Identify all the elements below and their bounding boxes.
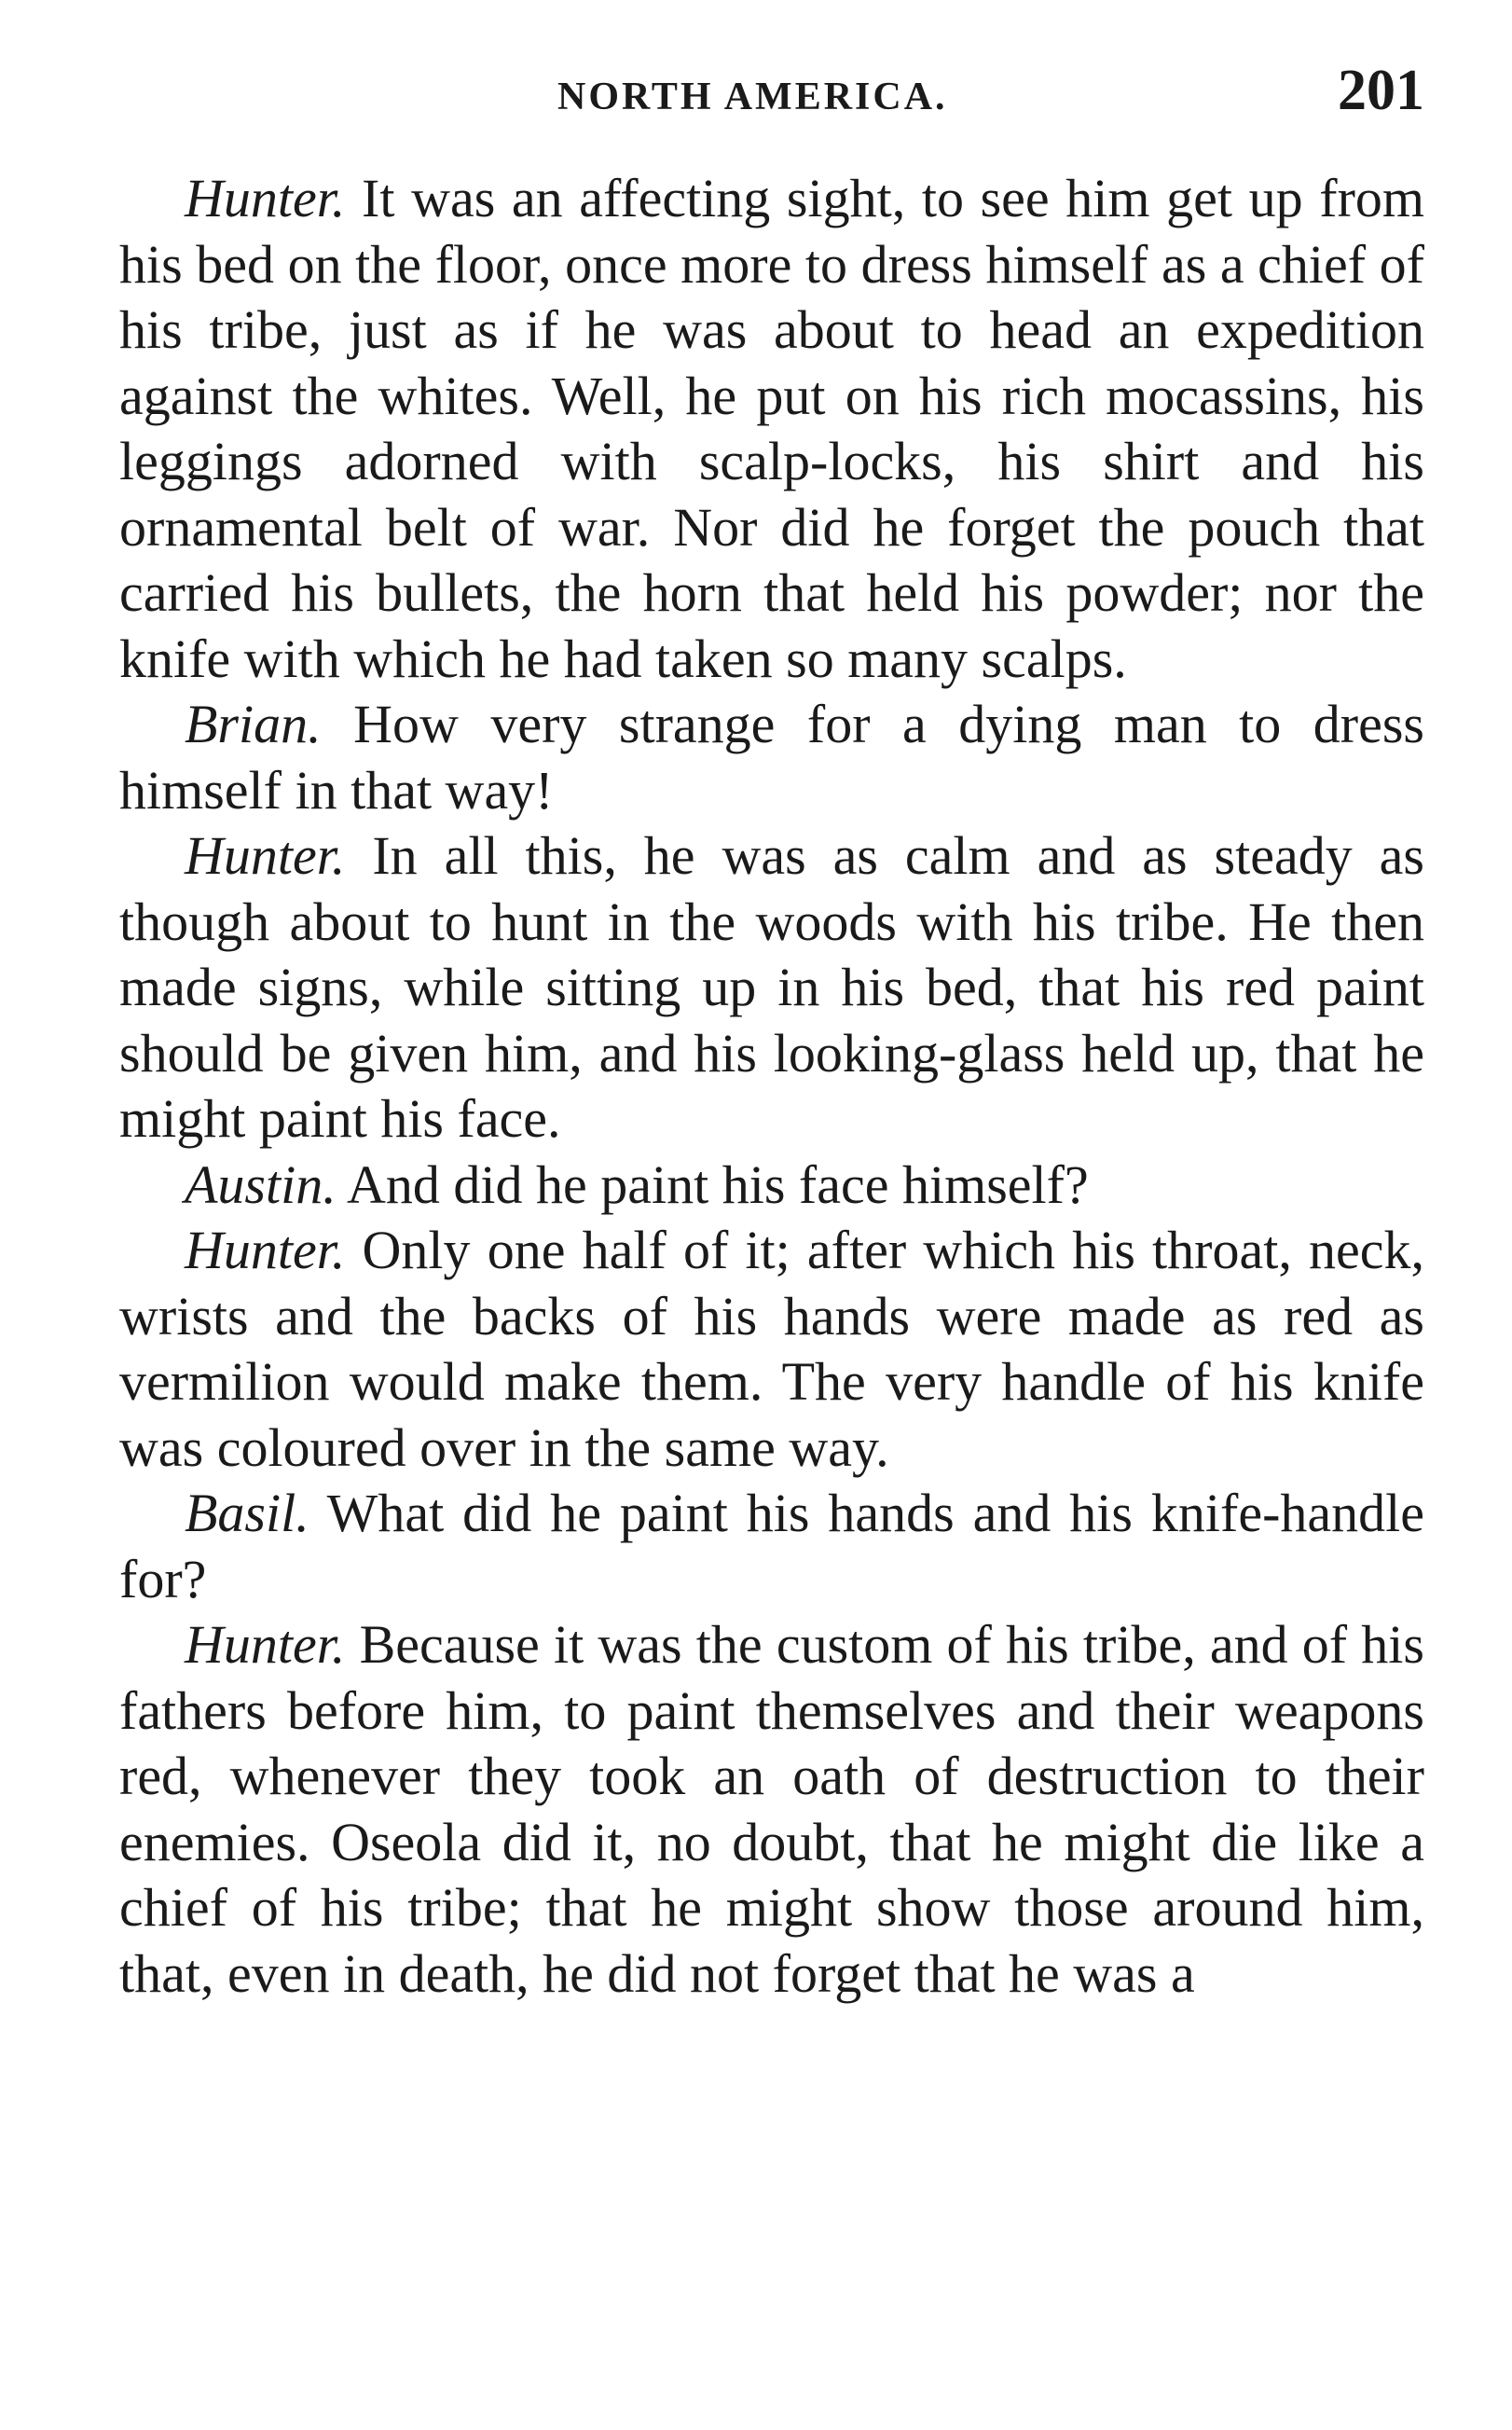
speaker-name: Brian. bbox=[185, 694, 322, 754]
speaker-name: Basil. bbox=[185, 1483, 309, 1543]
speaker-name: Hunter. bbox=[185, 1220, 346, 1280]
paragraph-hunter-1 bbox=[119, 166, 1424, 692]
paragraph-text: How very strange for a dying man to dress himself in that way! bbox=[119, 694, 1424, 821]
paragraph-austin bbox=[119, 1153, 1424, 1219]
paragraph-text: And did he paint his face himself? bbox=[336, 1153, 1089, 1215]
speaker-name: Hunter. bbox=[185, 168, 346, 228]
paragraph-text: In all this, he was as calm and as steady as though about to hunt in the woods with his tribe. He then made signs, while sitting up in his bed, that his red paint should be given him, and his looking-glass held up, that he might paint his face. bbox=[119, 825, 1424, 1149]
body-text bbox=[119, 166, 1424, 2007]
paragraph-text: Because it was the custom of his tribe, and of his fathers before him, to paint themselves and their weapons red, whenever they took an oath of destruction to their enemies. Oseola did it, no doubt, that he might die like a chief of his tribe; that he might show those around him, that, even in death, he did not forget that he was a bbox=[119, 1614, 1424, 2004]
speaker-name: Hunter. bbox=[185, 1614, 346, 1675]
paragraph-hunter-3 bbox=[119, 1218, 1424, 1481]
running-title: NORTH AMERICA. bbox=[557, 76, 948, 118]
paragraph-text: Only one half of it; after which his throat, neck, wrists and the backs of his hands were made as red as vermilion would make them. The very handle of his knife was coloured over in the same way. bbox=[119, 1220, 1424, 1478]
page-number: 201 bbox=[1338, 59, 1424, 122]
running-head bbox=[119, 58, 1424, 132]
paragraph-hunter-4 bbox=[119, 1612, 1424, 2007]
paragraph-text: What did he paint his hands and his knife-handle for? bbox=[119, 1483, 1424, 1609]
paragraph-brian bbox=[119, 692, 1424, 823]
paragraph-basil bbox=[119, 1481, 1424, 1612]
speaker-name: Hunter. bbox=[185, 825, 346, 886]
paragraph-hunter-2 bbox=[119, 823, 1424, 1153]
speaker-name: Austin. bbox=[185, 1153, 337, 1215]
paragraph-text: It was an affecting sight, to see him get up from his bed on the floor, once more to dress himself as a chief of his tribe, just as if he was about to head an expedition against the whites. Well, he put on his rich mocassins, his leggings adorned with scalp-locks, his shirt and his ornamental belt of war. Nor did he forget the pouch that carried his bullets, the horn that held his powder; nor the knife with which he had taken so many scalps. bbox=[119, 168, 1424, 689]
